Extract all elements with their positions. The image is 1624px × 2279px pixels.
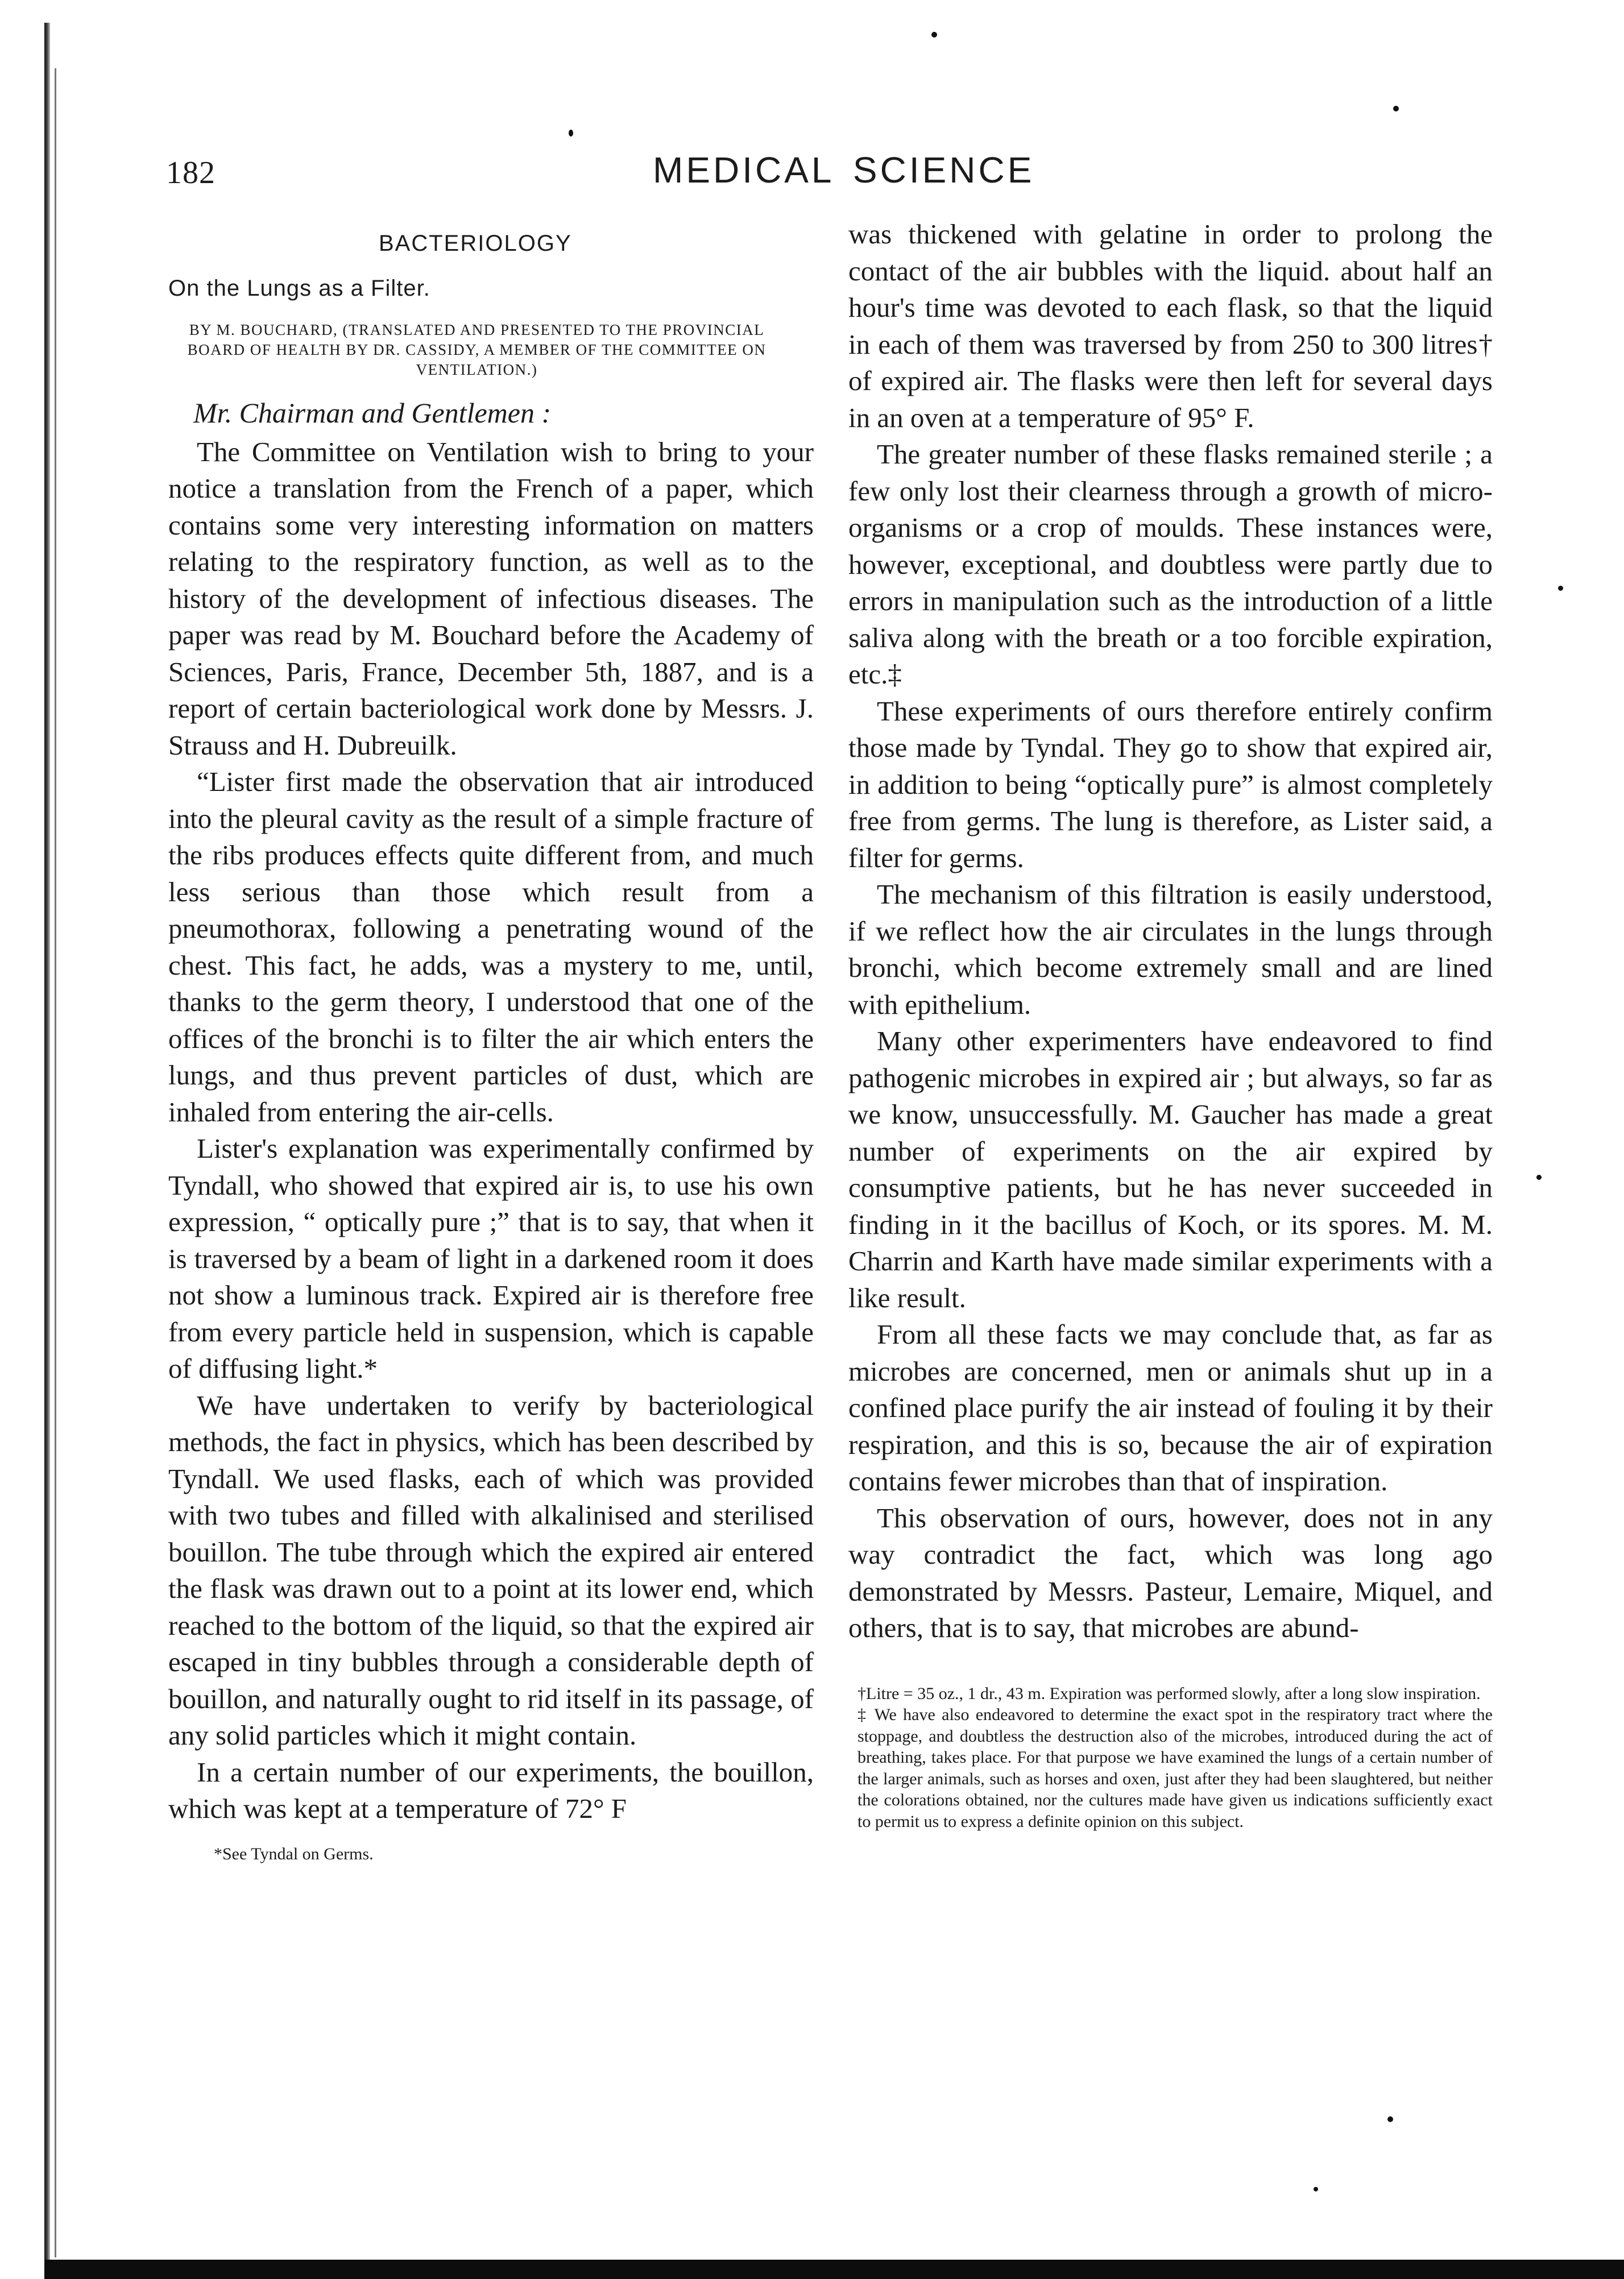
scan-speck bbox=[1536, 1175, 1542, 1180]
scan-speck bbox=[1393, 106, 1399, 111]
scan-speck bbox=[1387, 2116, 1393, 2122]
paragraph: The Committee on Ventilation wish to bring to your notice a translation from the French of a paper, which contains some very interesting information on matters relating to the respiratory function, as well as to the history of the development of infectious diseases. The paper was read by M. Bouchard before the Academy of Sciences, Paris, France, December 5th, 1887, and is a report of certain bacteriological work done by Messrs. J. Strauss and H. Dubreuilk. bbox=[168, 436, 814, 761]
footnote-double-dagger: ‡ We have also endeavored to determine the exact spot in the respiratory tract where the stoppage, and doubtless the destruction also of the microbes, introduced during the act of breathing, takes place. For that purpose we have examined the lungs of a certain number of the larger animals, such as horses and oxen, just after they had been slaughtered, but neither the colorations obtained, nor the cultures made have given us indications sufficiently exact to permit us to express a definite opinion on this subject. bbox=[857, 1705, 1493, 1831]
paragraph: “Lister first made the observation that air introduced into the pleural cavity as the result of a simple fracture of the ribs produces effects quite different from, and much less serious than those which result from a pneumothorax, following a penetrating wound of the chest. This fact, he adds, was a mystery to me, until, thanks to the germ theory, I understood that one of the offices of the bronchi is to filter the air which enters the lungs, and thus prevent particles of dust, which are inhaled from entering the air-cells. bbox=[168, 766, 814, 1128]
right-column bbox=[848, 216, 1493, 1832]
paragraph: From all these facts we may conclude that, as far as microbes are concerned, men or animals shut up in a confined place purify the air instead of fouling it by their respiration, and this is so, because the air of expiration contains fewer microbes than that of inspiration. bbox=[848, 1319, 1493, 1497]
paragraph: The mechanism of this filtration is easily understood, if we reflect how the air circulates in the lungs through bronchi, which become extremely small and are lined with epithelium. bbox=[848, 879, 1493, 1020]
article-byline: BY M. BOUCHARD, (TRANSLATED AND PRESENTED TO THE PROVINCIAL BOARD OF HEALTH BY DR. CASSIDY, A MEMBER OF THE COMMITTEE ON VENTILATION.) bbox=[187, 321, 767, 378]
scan-speck bbox=[569, 130, 573, 136]
left-column bbox=[168, 216, 814, 1865]
scan-edge-left bbox=[44, 23, 50, 2274]
footnote-tyndal: *See Tyndal on Germs. bbox=[214, 1844, 374, 1863]
scan-edge-line bbox=[55, 68, 56, 2257]
scan-speck bbox=[1314, 2187, 1318, 2191]
scan-speck bbox=[1558, 586, 1563, 591]
paragraph: Lister's explanation was experimentally confirmed by Tyndall, who showed that expired air is, to use his own expression, “ optically pure ;” that is to say, that when it is traversed by a beam of light in a darkened room it does not show a luminous track. Expired air is therefore free from every particle held in suspension, which is capable of diffusing light.* bbox=[168, 1133, 814, 1384]
scan-speck bbox=[931, 32, 937, 38]
footnote-dagger: †Litre = 35 oz., 1 dr., 43 m. Expiration was performed slowly, after a long slow inspiration. bbox=[857, 1684, 1481, 1703]
article-title: On the Lungs as a Filter. bbox=[168, 275, 430, 301]
paragraph: In a certain number of our experiments, the bouillon, which was kept at a temperature of 72° F bbox=[168, 1756, 814, 1824]
paragraph: This observation of ours, however, does not in any way contradict the fact, which was long ago demonstrated by Messrs. Pasteur, Lemaire, Miquel, and others, that is to say, that microbes are abund- bbox=[848, 1502, 1493, 1643]
paragraph-continued: was thickened with gelatine in order to prolong the contact of the air bubbles with the liquid. about half an hour's time was devoted to each flask, so that the liquid in each of them was traversed by from 250 to 300 litres† of expired air. The flasks were then left for several days in an oven at a temperature of 95° F. bbox=[848, 218, 1493, 433]
paragraph: The greater number of these flasks remained sterile ; a few only lost their clearness through a growth of micro-organisms or a crop of moulds. These instances were, however, exceptional, and doubtless were partly due to errors in manipulation such as the introduction of a little saliva along with the breath or a too forcible expiration, etc.‡ bbox=[848, 438, 1493, 690]
section-heading: BACTERIOLOGY bbox=[379, 231, 572, 256]
footnotes-right bbox=[848, 1683, 1493, 1833]
scan-edge-bottom bbox=[44, 2260, 1624, 2279]
salutation: Mr. Chairman and Gentlemen : bbox=[193, 397, 552, 429]
paragraph: Many other experimenters have endeavored to find pathogenic microbes in expired air ; but always, so far as we know, unsuccessfully. M. Gaucher has made a great number of experiments on the air expired by consumptive patients, but he has never succeeded in finding in it the bacillus of Koch, or its spores. M. M. Charrin and Karth have made similar experiments with a like result. bbox=[848, 1025, 1493, 1313]
paragraph: These experiments of ours therefore entirely confirm those made by Tyndal. They go to show that expired air, in addition to being “optically pure” is almost completely free from germs. The lung is therefore, as Lister said, a filter for germs. bbox=[848, 695, 1493, 873]
running-head: MEDICAL SCIENCE bbox=[653, 150, 1035, 190]
paragraph: We have undertaken to verify by bacteriological methods, the fact in physics, which has been described by Tyndall. We used flasks, each of which was provided with two tubes and filled with alkalinised and sterilised bouillon. The tube through which the expired air entered the flask was drawn out to a point at its lower end, which reached to the bottom of the liquid, so that the expired air escaped in tiny bubbles through a considerable depth of bouillon, and naturally ought to rid itself in its passage, of any solid particles which it might contain. bbox=[168, 1389, 814, 1751]
page-number: 182 bbox=[166, 155, 216, 190]
